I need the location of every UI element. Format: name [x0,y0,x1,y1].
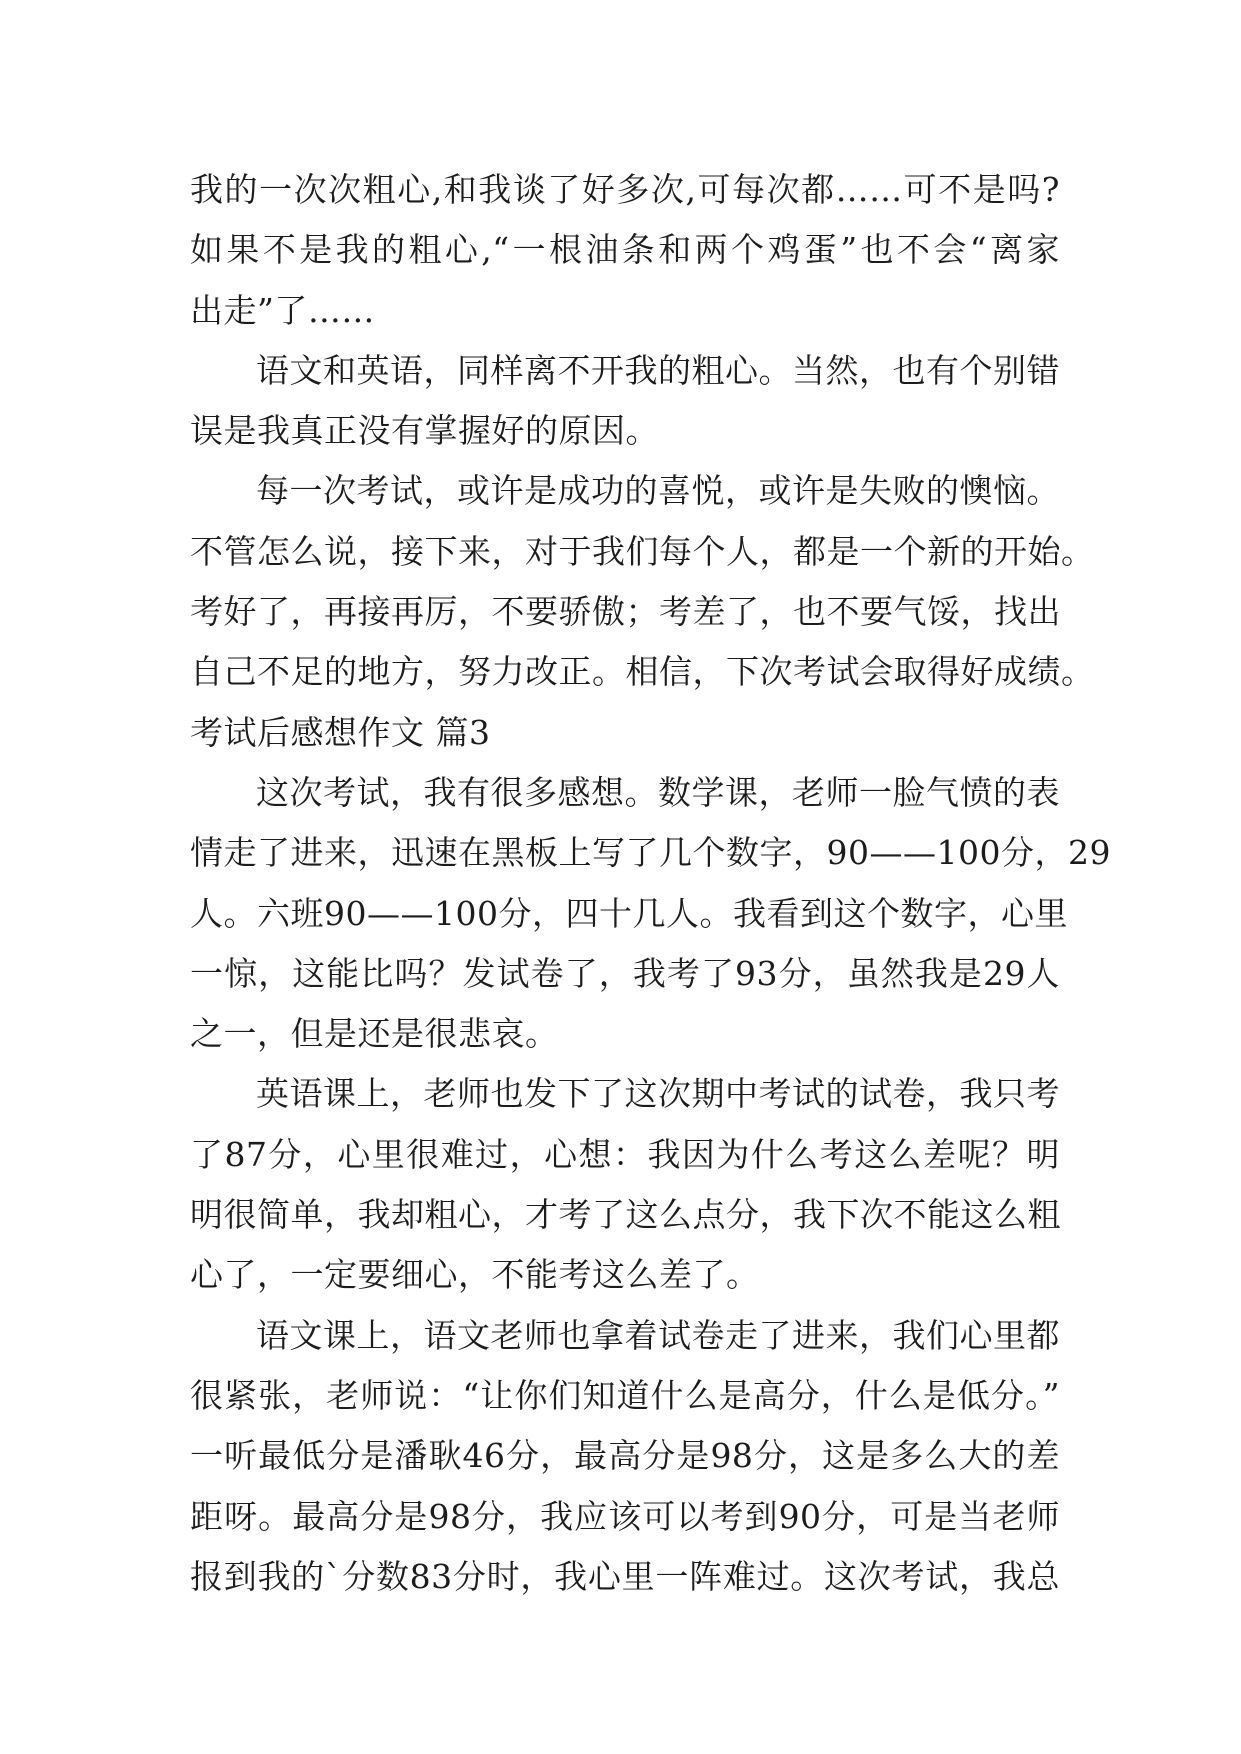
text-line: 情走了进来，迅速在黑板上写了几个数字，90——100分，29 [190,833,1111,873]
text-line: 之一，但是还是很悲哀。 [190,1014,559,1054]
text-line: 这次考试，我有很多感想。数学课，老师一脸气愤的表 [256,772,1060,812]
text-line: 如果不是我的粗心,“一根油条和两个鸡蛋”也不会“离家 [190,230,1060,270]
text-line: 不管怎么说，接下来，对于我们每个人，都是一个新的开始。 [190,531,1095,571]
text-line: 报到我的`分数83分时，我心里一阵难过。这次考试，我总 [190,1556,1060,1596]
text-line: 人。六班90——100分，四十几人。我看到这个数字，心里 [190,893,1068,933]
section-heading: 考试后感想作文 篇3 [190,712,491,752]
text-line: 一惊，这能比吗？发试卷了，我考了93分，虽然我是29人 [190,953,1060,993]
text-line: 了87分，心里很难过，心想：我因为什么考这么差呢？明 [190,1134,1060,1174]
text-line: 误是我真正没有掌握好的原因。 [190,411,659,451]
text-line: 考好了，再接再厉，不要骄傲；考差了，也不要气馁，找出 [190,592,1061,632]
text-line: 我的一次次粗心,和我谈了好多次,可每次都……可不是吗? [190,170,1060,209]
text-line: 语文课上，语文老师也拿着试卷走了进来，我们心里都 [256,1315,1060,1355]
essay-text [190,160,1111,1607]
text-line: 心了，一定要细心，不能考这么差了。 [190,1255,760,1295]
text-line: 自己不足的地方，努力改正。相信，下次考试会取得好成绩。 [190,652,1095,692]
text-line: 明很简单，我却粗心，才考了这么点分，我下次不能这么粗 [190,1195,1061,1235]
text-line: 语文和英语，同样离不开我的粗心。当然，也有个别错 [256,350,1060,390]
text-line: 出走”了…… [190,290,375,330]
text-line: 很紧张，老师说：“让你们知道什么是高分，什么是低分。” [190,1375,1060,1415]
text-line: 英语课上，老师也发下了这次期中考试的试卷，我只考 [256,1074,1060,1114]
text-line: 每一次考试，或许是成功的喜悦，或许是失败的懊恼。 [256,471,1060,511]
text-line: 一听最低分是潘耿46分，最高分是98分，这是多么大的差 [190,1436,1060,1476]
text-line: 距呀。最高分是98分，我应该可以考到90分，可是当老师 [190,1496,1060,1536]
